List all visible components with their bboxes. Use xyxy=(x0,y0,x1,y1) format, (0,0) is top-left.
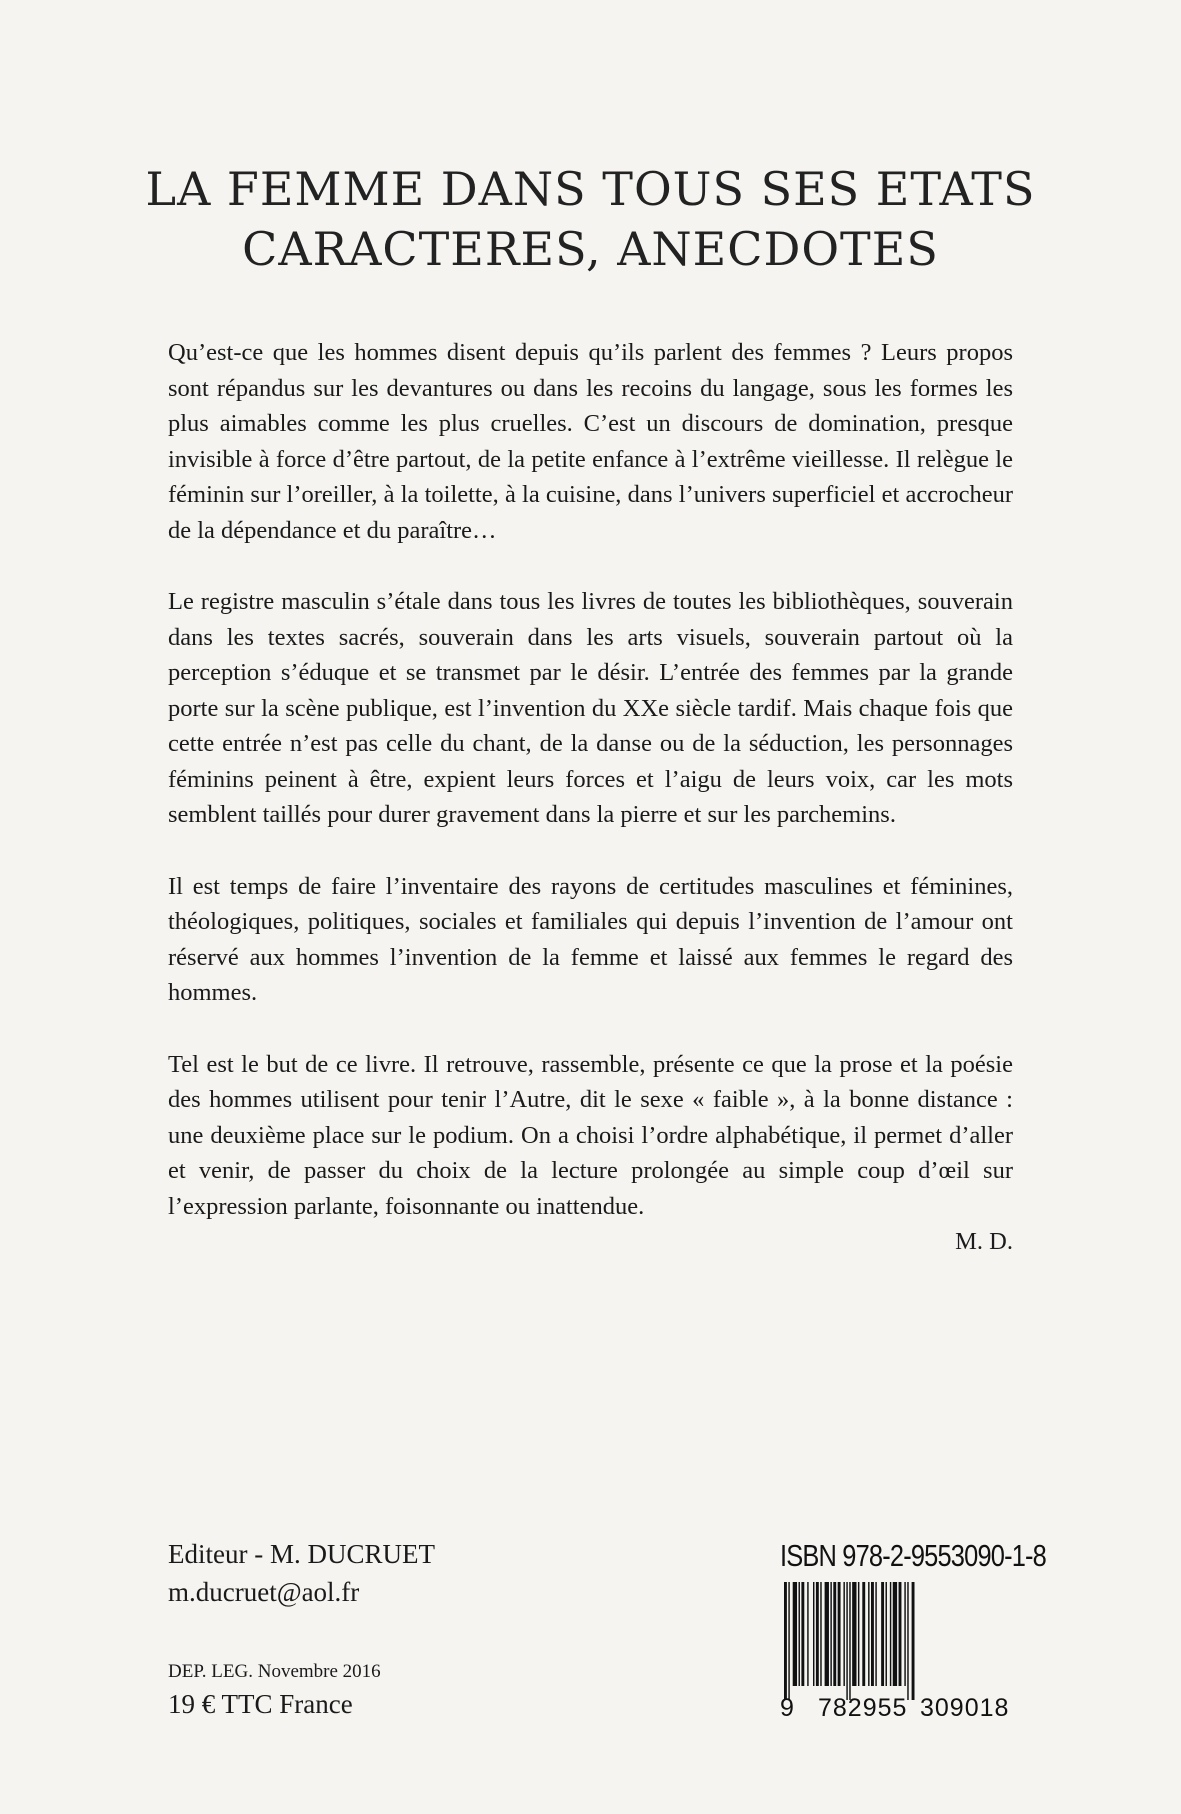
book-title-line-2: CARACTERES, ANECDOTES xyxy=(242,222,939,276)
barcode-bar xyxy=(868,1582,869,1686)
publisher-name: Editeur - M. DUCRUET xyxy=(168,1539,435,1569)
barcode-bar xyxy=(846,1582,847,1700)
barcode-bar xyxy=(871,1582,874,1686)
price: 19 € TTC France xyxy=(168,1689,353,1719)
barcode-bar xyxy=(907,1582,908,1700)
barcode-bar xyxy=(893,1582,897,1686)
legal-info xyxy=(168,1658,381,1722)
legal-deposit: DEP. LEG. Novembre 2016 xyxy=(168,1661,381,1682)
publisher-info xyxy=(168,1535,435,1611)
barcode-bar xyxy=(912,1582,915,1700)
barcode-digits-right: 309018 xyxy=(920,1694,1010,1722)
publisher-email: m.ducruet@aol.fr xyxy=(168,1577,360,1607)
blurb-paragraph-4: Tel est le but de ce livre. Il retrouve, rassemble, présente ce que la prose et la poésie des hommes utilisent pour tenir l’Autre, dit le sexe « faible », à la bonne distance : une deuxième place sur le podium. On a choisi l’ordre alphabétique, il permet d’aller et venir, de passer du choix de la lecture prolongée au simple coup d’œil sur l’expression parlante, foisonnante ou inattendue. xyxy=(168,1050,1013,1220)
blurb-paragraph-3: Il est temps de faire l’inventaire des rayons de certitudes masculines et féminines, théologiques, politiques, sociales et familiales qui depuis l’invention de l’amour ont réservé aux hommes l’invention de la femme et laissé aux femmes le regard des hommes. xyxy=(168,872,1013,1006)
blurb-paragraph-2: Le registre masculin s’étale dans tous les livres de toutes les bibliothèques, souverain dans les textes sacrés, souverain dans les arts visuels, souverain partout où la perception s’éduque et se transmet par le désir. L’entrée des femmes par la grande porte sur la scène publique, est l’invention du XXe siècle tardif. Mais chaque fois que cette entrée n’est pas celle du chant, de la danse ou de la séduction, les personnages féminins peinent à être, expient leurs forces et l’aigu de leurs voix, car les mots semblent taillés pour durer gravement dans la pierre et sur les parchemins. xyxy=(168,588,1013,828)
barcode-digit-first: 9 xyxy=(780,1694,794,1722)
barcode-bar xyxy=(801,1582,804,1686)
book-title-line-1: LA FEMME DANS TOUS SES ETATS xyxy=(145,162,1036,216)
barcode-bar xyxy=(852,1582,856,1686)
barcode-bar xyxy=(784,1582,787,1700)
barcode-bar xyxy=(875,1582,876,1686)
barcode-bar xyxy=(886,1582,887,1686)
barcode-digits xyxy=(780,1694,1020,1724)
barcode-bar xyxy=(838,1582,841,1686)
barcode-bar xyxy=(799,1582,800,1686)
barcode-bar xyxy=(858,1582,859,1686)
barcode-bar xyxy=(833,1582,836,1686)
barcode-bar xyxy=(807,1582,808,1686)
barcode-bar xyxy=(904,1582,905,1686)
barcode-bar xyxy=(813,1582,814,1686)
barcode-bar xyxy=(788,1582,789,1700)
barcode-bar xyxy=(862,1582,865,1686)
barcode-bars-icon xyxy=(780,1582,1020,1702)
barcode-bar xyxy=(830,1582,831,1686)
barcode-bar xyxy=(899,1582,902,1686)
barcode-bar xyxy=(793,1582,797,1686)
author-initials: M. D. xyxy=(955,1228,1013,1255)
isbn-label: ISBN 978-2-9553090-1-8 xyxy=(780,1538,1047,1573)
barcode-bar xyxy=(843,1582,844,1686)
barcode-bar xyxy=(890,1582,891,1686)
barcode-bar xyxy=(820,1582,821,1686)
barcode-bar xyxy=(881,1582,884,1686)
blurb-paragraph-1: Qu’est-ce que les hommes disent depuis qu’ils parlent des femmes ? Leurs propos sont répandus sur les devantures ou dans les recoins du langage, sous les formes les plus aimables comme les plus cruelles. C’est un discours de domination, presque invisible à force d’être partout, de la petite enfance à l’extrême vieillesse. Il relègue le féminin sur l’oreiller, à la toilette, à la cuisine, dans l’univers superficiel et accrocheur de la dépendance et du paraître… xyxy=(168,339,1013,544)
blurb xyxy=(168,335,1013,1260)
barcode-bar xyxy=(849,1582,850,1700)
barcode-bar xyxy=(825,1582,829,1686)
barcode-digits-left: 782955 xyxy=(818,1694,908,1722)
barcode-bar xyxy=(816,1582,819,1686)
isbn-block xyxy=(780,1538,1047,1722)
barcode xyxy=(780,1582,1020,1722)
